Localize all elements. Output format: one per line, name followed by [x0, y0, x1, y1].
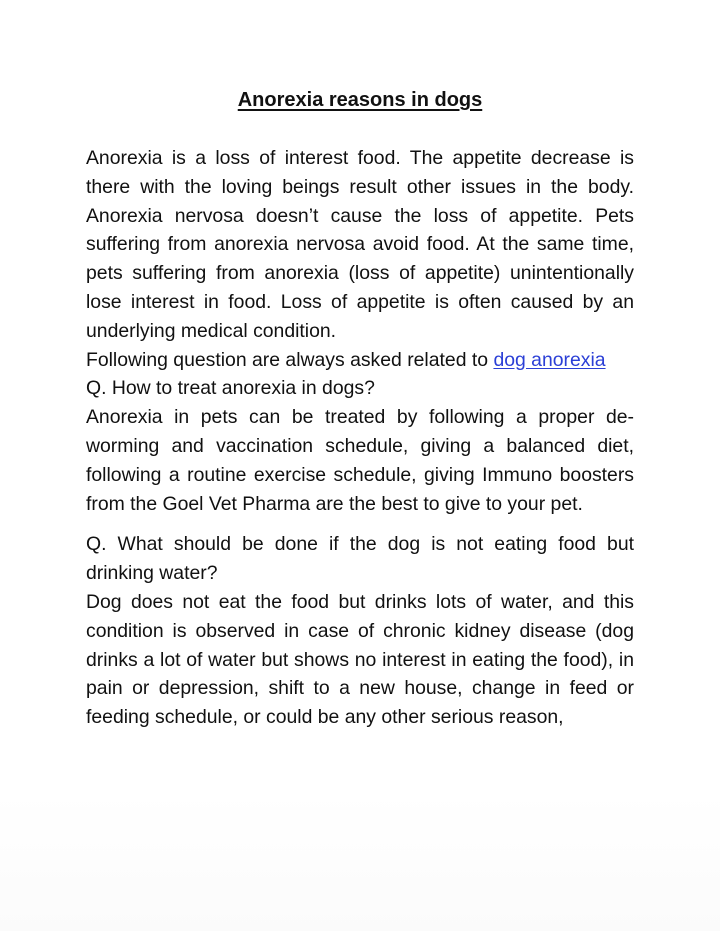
related-questions-paragraph	[86, 346, 634, 375]
related-questions-text: Following question are always asked related to	[86, 348, 489, 371]
document-body	[86, 144, 634, 732]
question-treat-anorexia: Q. How to treat anorexia in dogs?	[86, 377, 375, 400]
document-title: Anorexia reasons in dogs	[237, 89, 483, 111]
question-not-eating-drinking: Q. What should be done if the dog is not eating food but drinking water?	[86, 533, 634, 585]
answer-not-eating-drinking: Dog does not eat the food but drinks lots of water, and this condition is observed in case of chronic kidney disease (dog drinks a lot of water but shows no interest in eating the food), in pain or depression, shift to a new house, change in feed or feeding schedule, or could be any other serious reason,	[86, 590, 634, 729]
dog-anorexia-link[interactable]: dog anorexia	[493, 348, 606, 371]
intro-paragraph: Anorexia is a loss of interest food. The appetite decrease is there with the loving beings result other issues in the body. Anorexia nervosa doesn’t cause the loss of appetite. Pets suffering from anorexia nervosa avoid food. At the same time, pets suffering from anorexia (loss of appetite) unintentionally lose interest in food. Loss of appetite is often caused by an underlying medical condition.	[86, 147, 634, 342]
answer-treat-anorexia: Anorexia in pets can be treated by following a proper de-worming and vaccination schedule, giving a balanced diet, following a routine exercise schedule, giving Immuno boosters from the Goel Vet Pharma are the best to give to your pet.	[86, 406, 634, 515]
